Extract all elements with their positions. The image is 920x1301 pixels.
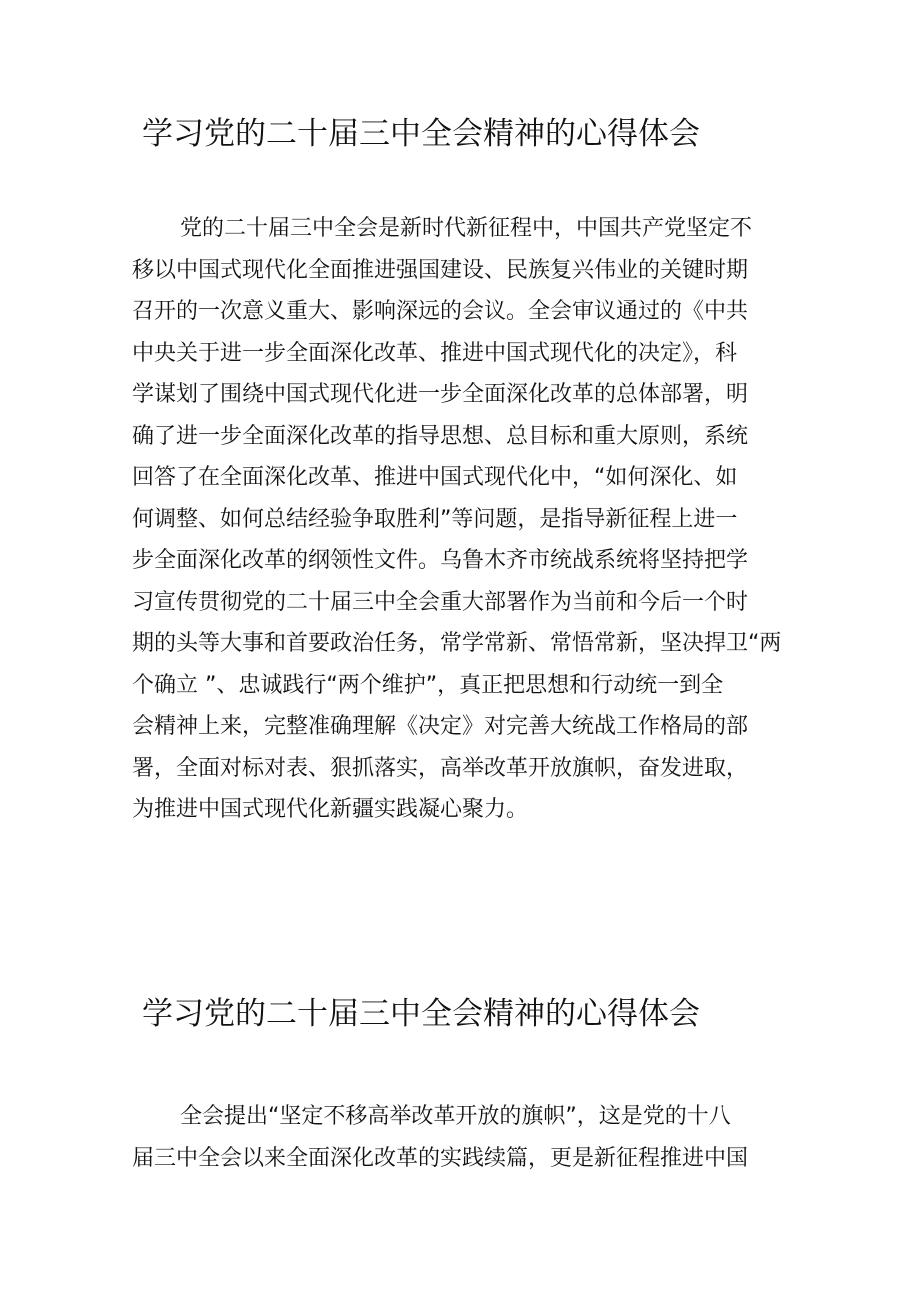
paragraph-line: 个确立 ”、忠诚践行“两个维护”，真正把思想和行动统一到全 [132, 672, 724, 698]
paragraph-line: 移以中国式现代化全面推进强国建设、民族复兴伟业的关键时期 [132, 257, 749, 283]
paragraph-line: 会精神上来，完整准确理解《决定》对完善大统战工作格局的部 [132, 714, 749, 739]
paragraph-line: 中央关于进一步全面深化改革、推进中国式现代化的决定》，科 [132, 340, 738, 366]
section-title-2: 学习党的二十届三中全会精神的心得体会 [142, 996, 700, 1032]
paragraph-line: 习宣传贯彻党的二十届三中全会重大部署作为当前和今后一个时 [132, 589, 749, 615]
section-title-1: 学习党的二十届三中全会精神的心得体会 [142, 116, 700, 152]
paragraph-line: 为推进中国式现代化新疆实践凝心聚力。 [132, 797, 529, 822]
paragraph-line: 党的二十届三中全会是新时代新征程中，中国共产党坚定不 [180, 216, 753, 241]
paragraph-line: 何调整、如何总结经验争取胜利”等问题，是指导新征程上进一 [132, 506, 738, 532]
paragraph-line: 全会提出“坚定不移高举改革开放的旗帜”，这是党的十八 [180, 1104, 731, 1129]
paragraph-line: 届三中全会以来全面深化改革的实践续篇，更是新征程推进中国 [132, 1145, 749, 1171]
paragraph-line: 步全面深化改革的纲领性文件。乌鲁木齐市统战系统将坚持把学 [132, 548, 749, 573]
section-paragraph-1 [132, 208, 792, 831]
paragraph-line: 召开的一次意义重大、影响深远的会议。全会审议通过的《中共 [132, 299, 749, 324]
paragraph-line: 学谋划了围绕中国式现代化进一步全面深化改革的总体部署，明 [132, 382, 749, 407]
paragraph-line: 署，全面对标对表、狠抓落实，高举改革开放旗帜，奋发进取， [132, 755, 749, 781]
paragraph-line: 确了进一步全面深化改革的指导思想、总目标和重大原则，系统 [132, 423, 749, 449]
paragraph-line: 期的头等大事和首要政治任务，常学常新、常悟常新，坚决捍卫“两 [132, 631, 782, 656]
paragraph-line: 回答了在全面深化改革、推进中国式现代化中，“如何深化、如 [132, 465, 738, 490]
section-paragraph-2 [132, 1096, 792, 1179]
